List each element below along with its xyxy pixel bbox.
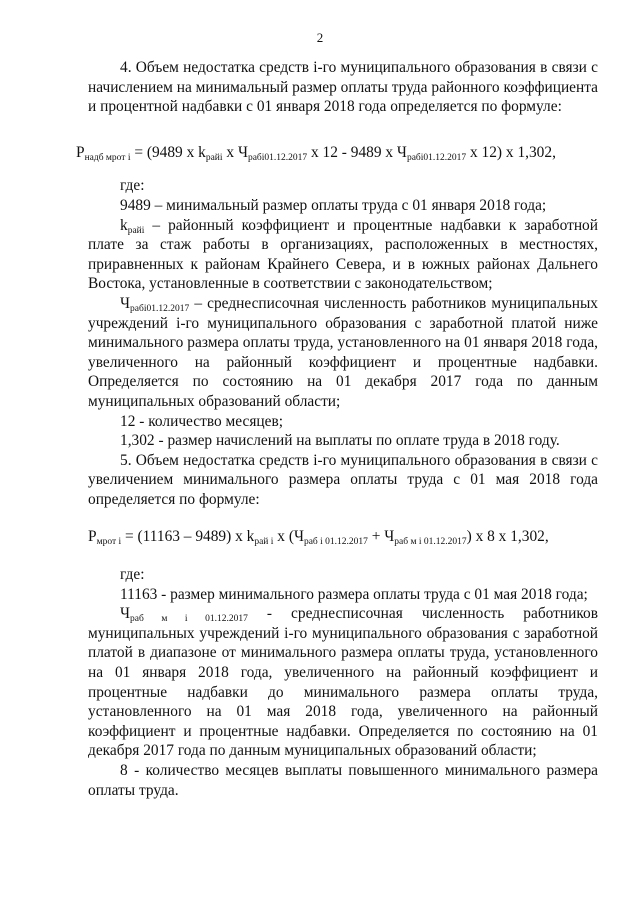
formula-2-part: = (11163 – 9489) x k: [121, 528, 255, 546]
formula-1: [76, 143, 598, 163]
formula-2-lhs-sub: мрот i: [96, 537, 122, 548]
formula-1-part: x 12) x 1,302,: [466, 143, 556, 161]
section4-def-4: 12 - количество месяцев;: [120, 412, 284, 430]
section4-def-1: 9489 – минимальный размер оплаты труда с 01 января 2018 года;: [120, 196, 547, 214]
section4-intro: 4. Объем недостатка средств i-го муниципального образования в связи с начислением на минимальный размер оплаты труда районного коэффициента и процентной надбавки с 01 января 2018 года определяется по формуле:: [88, 59, 598, 116]
formula-2-part: + Ч: [367, 528, 395, 546]
symbol: Ч: [120, 294, 131, 312]
formula-2-k-sub: рай i: [254, 537, 274, 548]
formula-2: [88, 527, 598, 547]
formula-2-ch2-sub: раб м i 01.12.2017: [394, 537, 467, 548]
formula-2-ch1-sub: раб i 01.12.2017: [303, 537, 368, 548]
section4-where: где:: [120, 177, 145, 195]
formula-1-lhs: P: [76, 143, 85, 161]
symbol: Ч: [120, 605, 131, 623]
formula-1-ch2-sub: рабi01.12.2017: [406, 152, 467, 163]
symbol-sub: райi: [127, 225, 145, 236]
formula-1-lhs-sub: надб мрот i: [84, 152, 131, 163]
section5-intro: 5. Объем недостатка средств i-го муниципального образования в связи с увеличением минимального размера оплаты труда с 01 мая 2018 года определяется по формуле:: [88, 451, 598, 508]
document-body: [76, 58, 598, 800]
formula-1-part: x 12 - 9489 x Ч: [307, 143, 407, 161]
symbol-sub: рабi01.12.2017: [130, 303, 190, 314]
section4-def-3: [88, 294, 598, 412]
section5-def-2: [88, 604, 598, 761]
section4-def-5: 1,302 - размер начислений на выплаты по оплате труда в 2018 году.: [120, 432, 560, 450]
formula-1-part: x Ч: [222, 143, 248, 161]
page-number: 2: [316, 30, 324, 45]
formula-2-part: x (Ч: [273, 528, 304, 546]
section5-def-1: 11163 - размер минимального размера оплаты труда с 01 мая 2018 года;: [120, 585, 588, 603]
formula-2-part: ) x 8 x 1,302,: [466, 528, 549, 546]
section4-def-2: [88, 216, 598, 294]
formula-1-k-sub: райi: [205, 152, 223, 163]
section5-def-3: 8 - количество месяцев выплаты повышенного минимального размера оплаты труда.: [88, 762, 598, 799]
symbol: k: [120, 216, 128, 234]
formula-1-part: = (9489 x k: [130, 143, 206, 161]
section5-where: где:: [120, 566, 145, 584]
symbol-sub: раб м i 01.12.2017: [130, 614, 248, 625]
definition-text: - среднесписочная численность работников муниципальных учреждений i-го муниципального образования с заработной платой в диапазоне от минимального размера оплаты труда, установленного на 01 января 2018 года, увеличенного на районный коэффициент и процентные надбавки до минимального размера оплаты труда, установленного на 01 мая 2018 года, увеличенного на районный коэффициент и процентные надбавки. Определяется по состоянию на 01 декабря 2017 года по данным муниципальных образований области;: [88, 605, 598, 760]
formula-2-lhs: P: [88, 528, 97, 546]
formula-1-ch1-sub: рабi01.12.2017: [247, 152, 308, 163]
definition-text: – среднесписочная численность работников муниципальных учреждений i-го муниципального образования с заработной платой ниже минимального размера оплаты труда, установленного на 01 января 2018 года, увеличенного на районный коэффициент и процентные надбавки. Определяется по состоянию на 01 декабря 2017 года по данным муниципальных образований области;: [88, 294, 598, 410]
definition-text: – районный коэффициент и процентные надбавки к заработной плате за стаж работы в организациях, расположенных в местностях, приравненных к районам Крайнего Севера, и в южных районах Дальнего Востока, установленные в соответствии с законодательством;: [88, 216, 598, 293]
